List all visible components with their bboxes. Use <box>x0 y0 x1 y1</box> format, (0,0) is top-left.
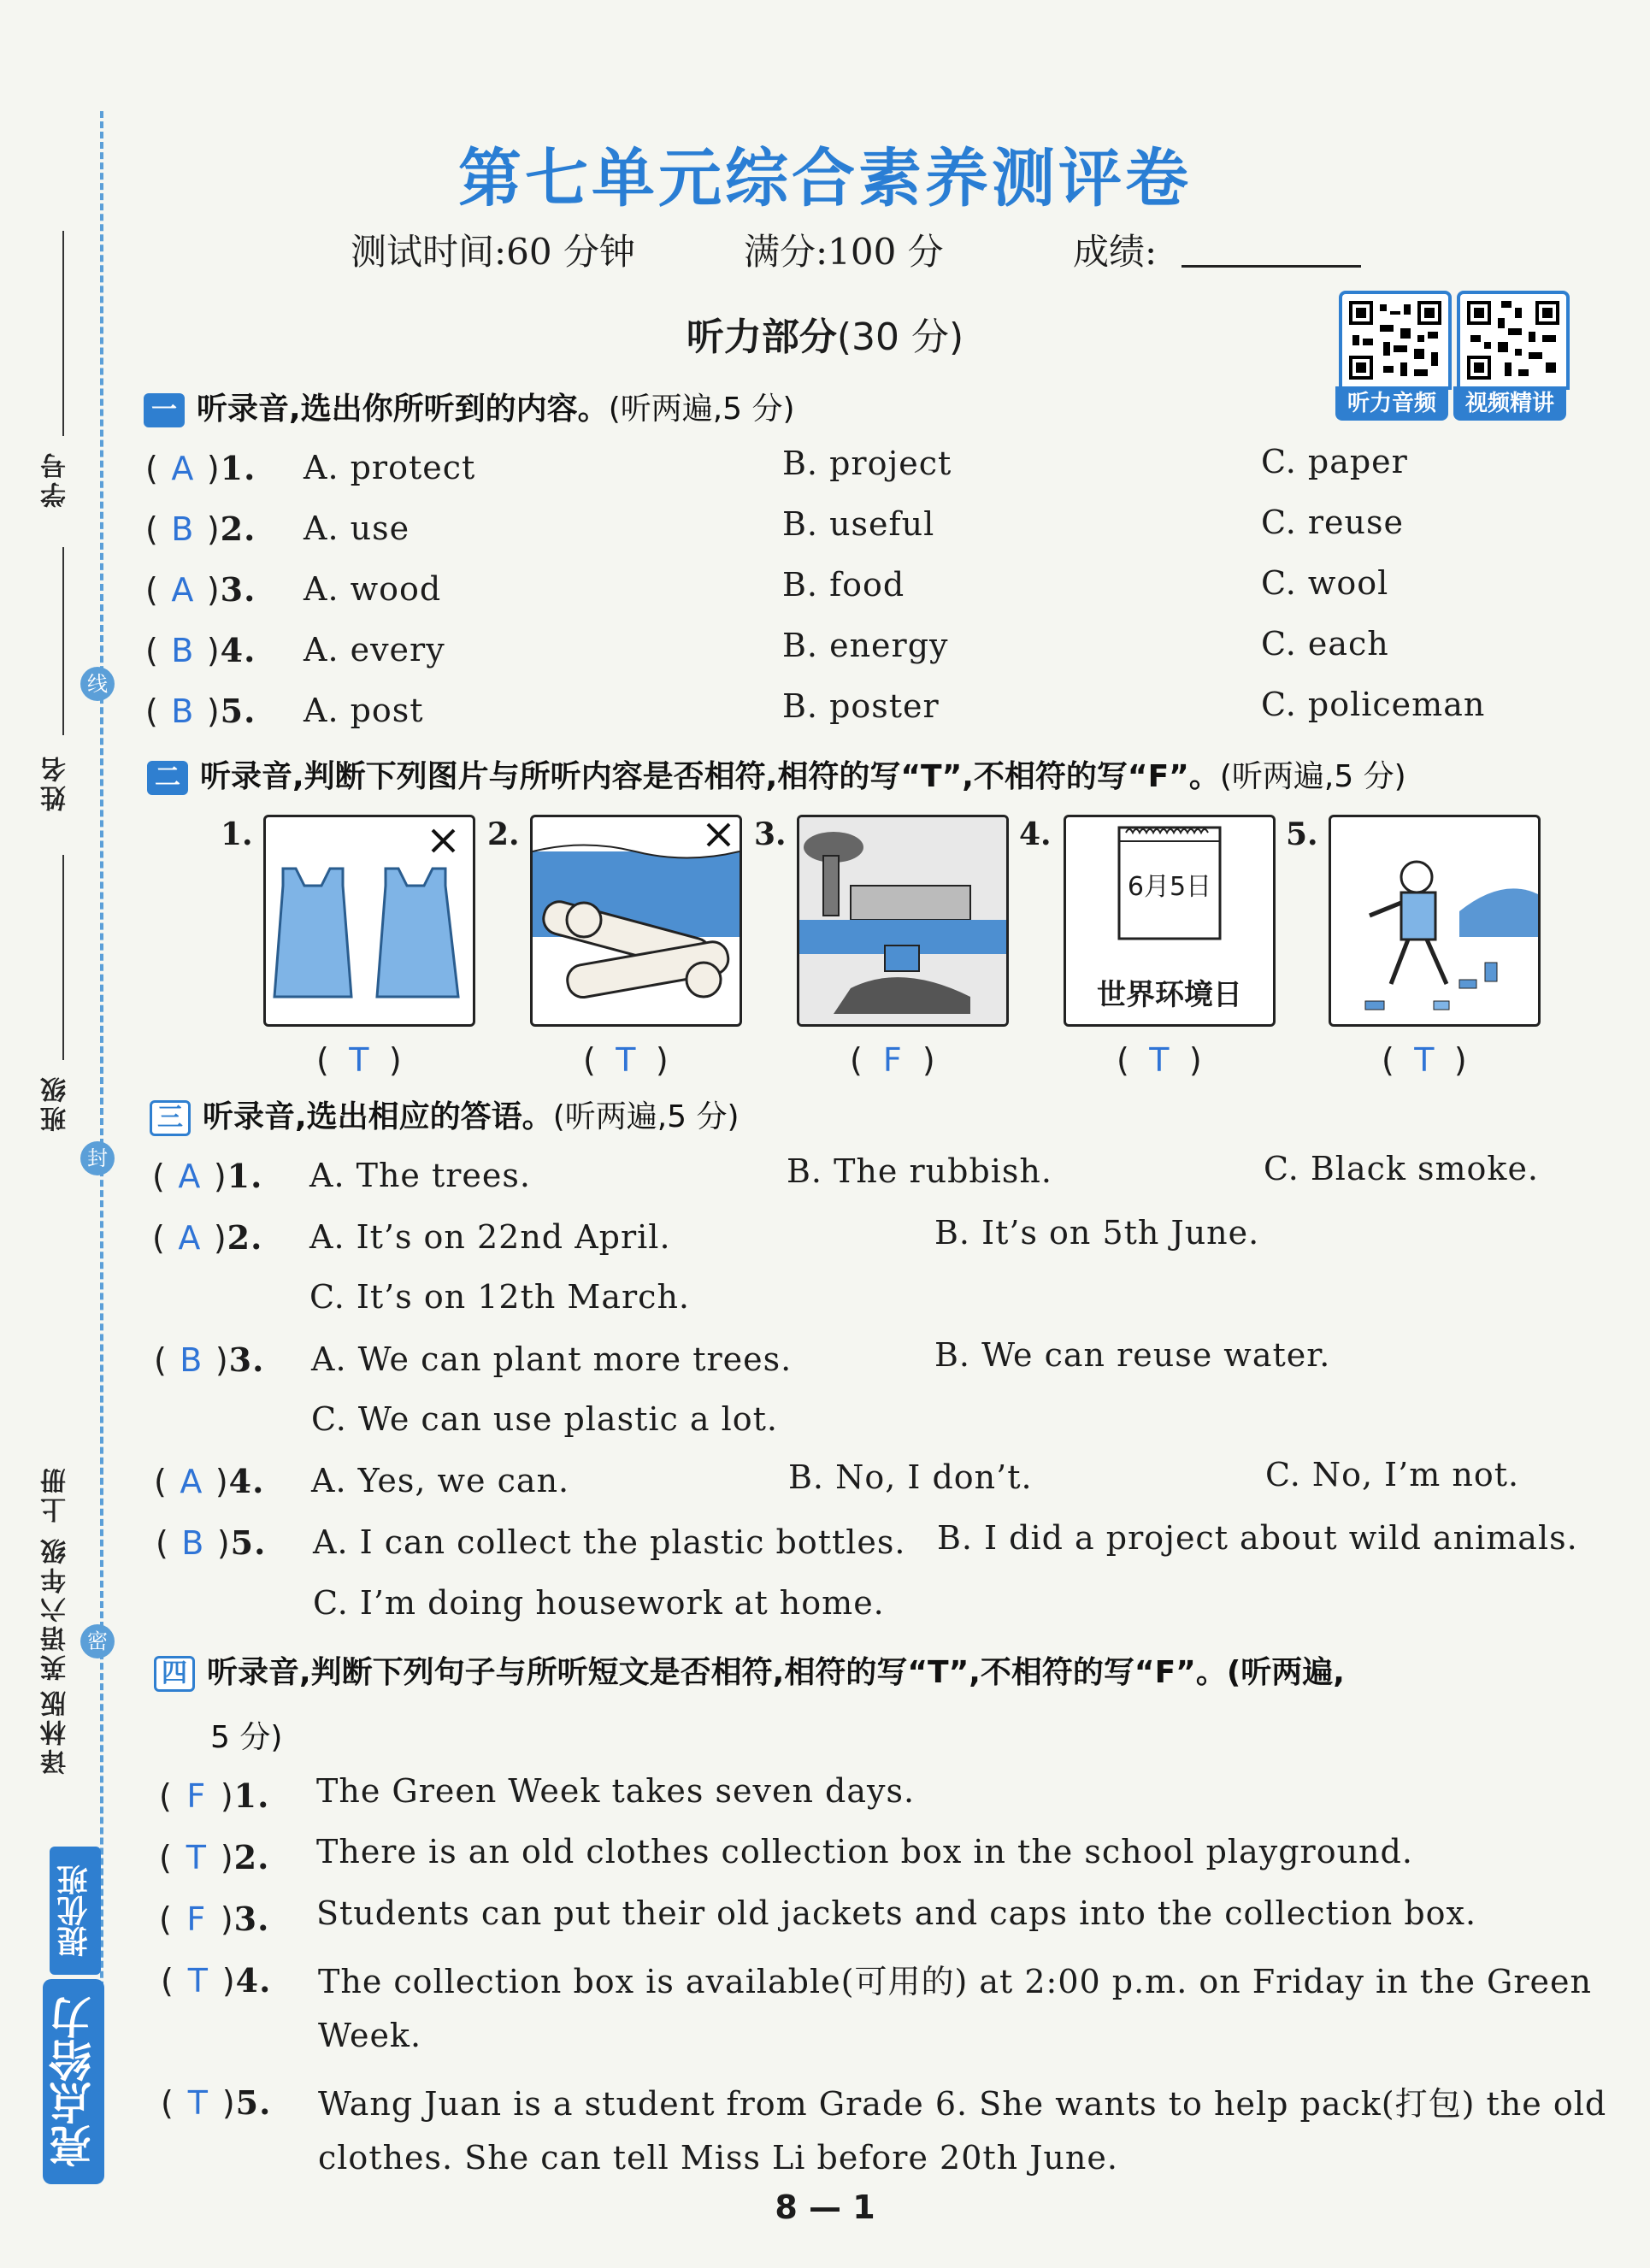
section3-instruction: 听录音,选出相应的答语。 <box>203 1099 553 1134</box>
section4-instruction: 听录音,判断下列句子与所听短文是否相符,相符的写“T”,不相符的写“F”。(听两遍, <box>207 1655 1345 1690</box>
section2-badge: 二 <box>147 761 188 795</box>
full-score: 满分:100 分 <box>744 231 944 273</box>
option-a: A. protect <box>303 449 476 486</box>
s3-question-1: ( A )1. <box>152 1157 263 1195</box>
option-a: A. I can collect the plastic bottles. <box>313 1523 906 1561</box>
answer-blank[interactable]: T <box>187 1962 209 2000</box>
answer-blank[interactable]: T <box>186 1839 207 1876</box>
option-c: C. I’m doing housework at home. <box>313 1584 885 1622</box>
section3-heading <box>150 1093 740 1136</box>
section1-heading <box>144 385 795 428</box>
statement-text-cont: Week. <box>318 2017 422 2054</box>
video-qr-code[interactable] <box>1457 291 1570 390</box>
s4-question-5: ( T )5. <box>161 2083 272 2122</box>
section2-note: (听两遍,5 分) <box>1219 759 1406 794</box>
picture-calendar <box>1064 815 1276 1027</box>
s3-question-5: ( B )5. <box>156 1523 267 1562</box>
s1-question-2: ( B )2. <box>145 510 256 548</box>
option-b: B. poster <box>782 687 940 725</box>
answer-blank[interactable]: F <box>882 1041 902 1079</box>
s4-question-2: ( T )2. <box>159 1838 270 1876</box>
name-rule <box>62 547 64 735</box>
option-b: B. No, I don’t. <box>788 1458 1033 1496</box>
answer-blank[interactable]: T <box>1414 1041 1435 1079</box>
line-mark: 线 <box>80 667 115 701</box>
s4-question-3: ( F )3. <box>159 1900 270 1938</box>
answer-blank[interactable]: A <box>178 1158 202 1195</box>
picture-factory-pollution <box>797 815 1009 1027</box>
section3-note: (听两遍,5 分) <box>552 1099 740 1134</box>
answer-blank[interactable]: B <box>171 632 195 669</box>
picture-number: 3. <box>754 816 787 852</box>
s4-question-4: ( T )4. <box>161 1961 272 2000</box>
section1-note: (听两遍,5 分) <box>608 392 795 427</box>
answer-blank[interactable]: B <box>171 692 195 730</box>
option-b: B. project <box>782 445 952 482</box>
statement-text: Wang Juan is a student from Grade 6. She wants to help pack(打包) the old <box>318 2085 1607 2123</box>
name-label: 姓名 <box>41 753 71 811</box>
option-b: B. energy <box>782 627 949 664</box>
option-c: C. paper <box>1261 443 1408 480</box>
answer-blank[interactable]: A <box>180 1463 203 1500</box>
picture-number: 4. <box>1019 816 1052 852</box>
page-number: 8 — 1 <box>775 2188 875 2226</box>
s2-answer-5: ( T ) <box>1382 1041 1467 1079</box>
cut-line <box>100 111 103 2112</box>
brand-large: 亮点给力 <box>43 1979 104 2184</box>
s2-answer-1: ( T ) <box>316 1041 402 1079</box>
answer-blank[interactable]: T <box>349 1041 369 1079</box>
option-a: A. use <box>303 510 410 547</box>
option-c: C. wool <box>1261 564 1389 602</box>
option-b: B. food <box>782 566 905 604</box>
test-time: 测试时间:60 分钟 <box>351 231 635 273</box>
book-label: 英语六年级 上册 <box>41 1464 71 1682</box>
option-a: A. It’s on 22nd April. <box>309 1218 671 1256</box>
section4-note: 5 分) <box>210 1720 283 1755</box>
plastic-bags-icon <box>266 817 473 1024</box>
option-a: A. wood <box>303 570 442 608</box>
answer-blank[interactable]: T <box>187 2084 209 2122</box>
section1-instruction: 听录音,选出你所听到的内容。 <box>197 392 609 427</box>
s1-question-1: ( A )1. <box>145 449 256 487</box>
s1-question-3: ( A )3. <box>145 570 256 609</box>
score-blank <box>1182 265 1361 268</box>
section2-heading <box>147 752 1406 796</box>
option-c: C. reuse <box>1261 504 1404 541</box>
listening-points: (30 分) <box>836 315 964 359</box>
answer-blank[interactable]: T <box>1149 1041 1170 1079</box>
calendar-caption: 世界环境日 <box>1097 978 1242 1012</box>
s2-answer-2: ( T ) <box>583 1041 669 1079</box>
class-label: 班级 <box>41 1074 71 1132</box>
statement-text: Students can put their old jackets and caps into the collection box. <box>316 1894 1477 1932</box>
s1-question-4: ( B )4. <box>145 631 256 669</box>
audio-qr-label[interactable]: 听力音频 <box>1335 386 1448 421</box>
statement-text: The collection box is available(可用的) at 2:00 p.m. on Friday in the Green <box>318 1963 1593 2000</box>
calendar-date: 6月5日 <box>1127 872 1212 902</box>
answer-blank[interactable]: F <box>186 1777 207 1815</box>
edition-label: 译林版 <box>41 1688 71 1775</box>
picture-littering <box>1329 815 1541 1027</box>
audio-qr-code[interactable] <box>1339 291 1452 390</box>
answer-blank[interactable]: B <box>181 1524 205 1562</box>
option-c: C. Black smoke. <box>1264 1150 1540 1187</box>
score-label: 成绩: <box>1073 231 1158 273</box>
answer-blank[interactable]: F <box>186 1900 207 1938</box>
option-c: C. each <box>1261 625 1389 663</box>
option-c: C. It’s on 12th March. <box>309 1278 690 1316</box>
option-c: C. policeman <box>1261 686 1486 723</box>
answer-blank[interactable]: T <box>616 1041 636 1079</box>
cut-logs-icon <box>533 817 740 1024</box>
option-b: B. We can reuse water. <box>934 1336 1331 1374</box>
listening-title: 听力部分 <box>686 315 837 359</box>
answer-blank[interactable]: A <box>178 1219 202 1257</box>
answer-blank[interactable]: A <box>171 571 195 609</box>
s2-answer-4: ( T ) <box>1117 1041 1202 1079</box>
picture-plastic-bags <box>263 815 475 1027</box>
s3-question-4: ( A )4. <box>154 1462 265 1500</box>
picture-number: 1. <box>221 816 253 852</box>
s3-question-3: ( B )3. <box>154 1340 265 1379</box>
option-b: B. I did a project about wild animals. <box>937 1519 1578 1557</box>
page-title: 第七单元综合素养测评卷 <box>458 142 1192 215</box>
qr-pattern-icon <box>1460 294 1566 386</box>
option-a: A. Yes, we can. <box>311 1462 570 1499</box>
statement-text: There is an old clothes collection box in the school playground. <box>316 1833 1413 1870</box>
section3-badge: 三 <box>150 1100 191 1136</box>
statement-text: The Green Week takes seven days. <box>316 1772 916 1810</box>
s4-question-1: ( F )1. <box>159 1776 270 1815</box>
qr-pattern-icon <box>1342 294 1448 386</box>
brand-small: 提优班 <box>50 1847 101 1975</box>
factory-pollution-icon <box>799 817 1006 1024</box>
class-rule <box>62 855 64 1060</box>
video-qr-label[interactable]: 视频精讲 <box>1453 386 1566 421</box>
secret-mark: 密 <box>80 1624 115 1658</box>
seal-mark: 封 <box>80 1141 115 1175</box>
option-c: C. No, I’m not. <box>1265 1456 1520 1493</box>
section2-instruction: 听录音,判断下列图片与所听内容是否相符,相符的写“T”,不相符的写“F”。 <box>200 759 1220 794</box>
section4-heading <box>154 1648 1345 1692</box>
answer-blank[interactable]: A <box>171 450 195 487</box>
statement-text-cont: clothes. She can tell Miss Li before 20th June. <box>318 2139 1118 2177</box>
option-b: B. It’s on 5th June. <box>934 1214 1260 1252</box>
picture-number: 5. <box>1286 816 1318 852</box>
littering-boy-icon <box>1331 817 1538 1024</box>
answer-blank[interactable]: B <box>171 510 195 548</box>
option-a: A. every <box>303 631 445 669</box>
picture-number: 2. <box>487 816 520 852</box>
option-a: A. We can plant more trees. <box>311 1340 793 1378</box>
option-b: B. useful <box>782 505 935 543</box>
option-a: A. The trees. <box>309 1157 531 1194</box>
section4-badge: 四 <box>154 1656 195 1692</box>
option-b: B. The rubbish. <box>787 1152 1052 1190</box>
option-a: A. post <box>303 692 424 729</box>
s2-answer-3: ( F ) <box>850 1041 935 1079</box>
s1-question-5: ( B )5. <box>145 692 256 730</box>
answer-blank[interactable]: B <box>180 1341 203 1379</box>
option-c: C. We can use plastic a lot. <box>311 1400 778 1438</box>
s3-question-2: ( A )2. <box>152 1218 263 1257</box>
section1-badge: 一 <box>144 393 185 427</box>
picture-cut-logs <box>530 815 742 1027</box>
student-no-label: 学号 <box>41 450 71 508</box>
